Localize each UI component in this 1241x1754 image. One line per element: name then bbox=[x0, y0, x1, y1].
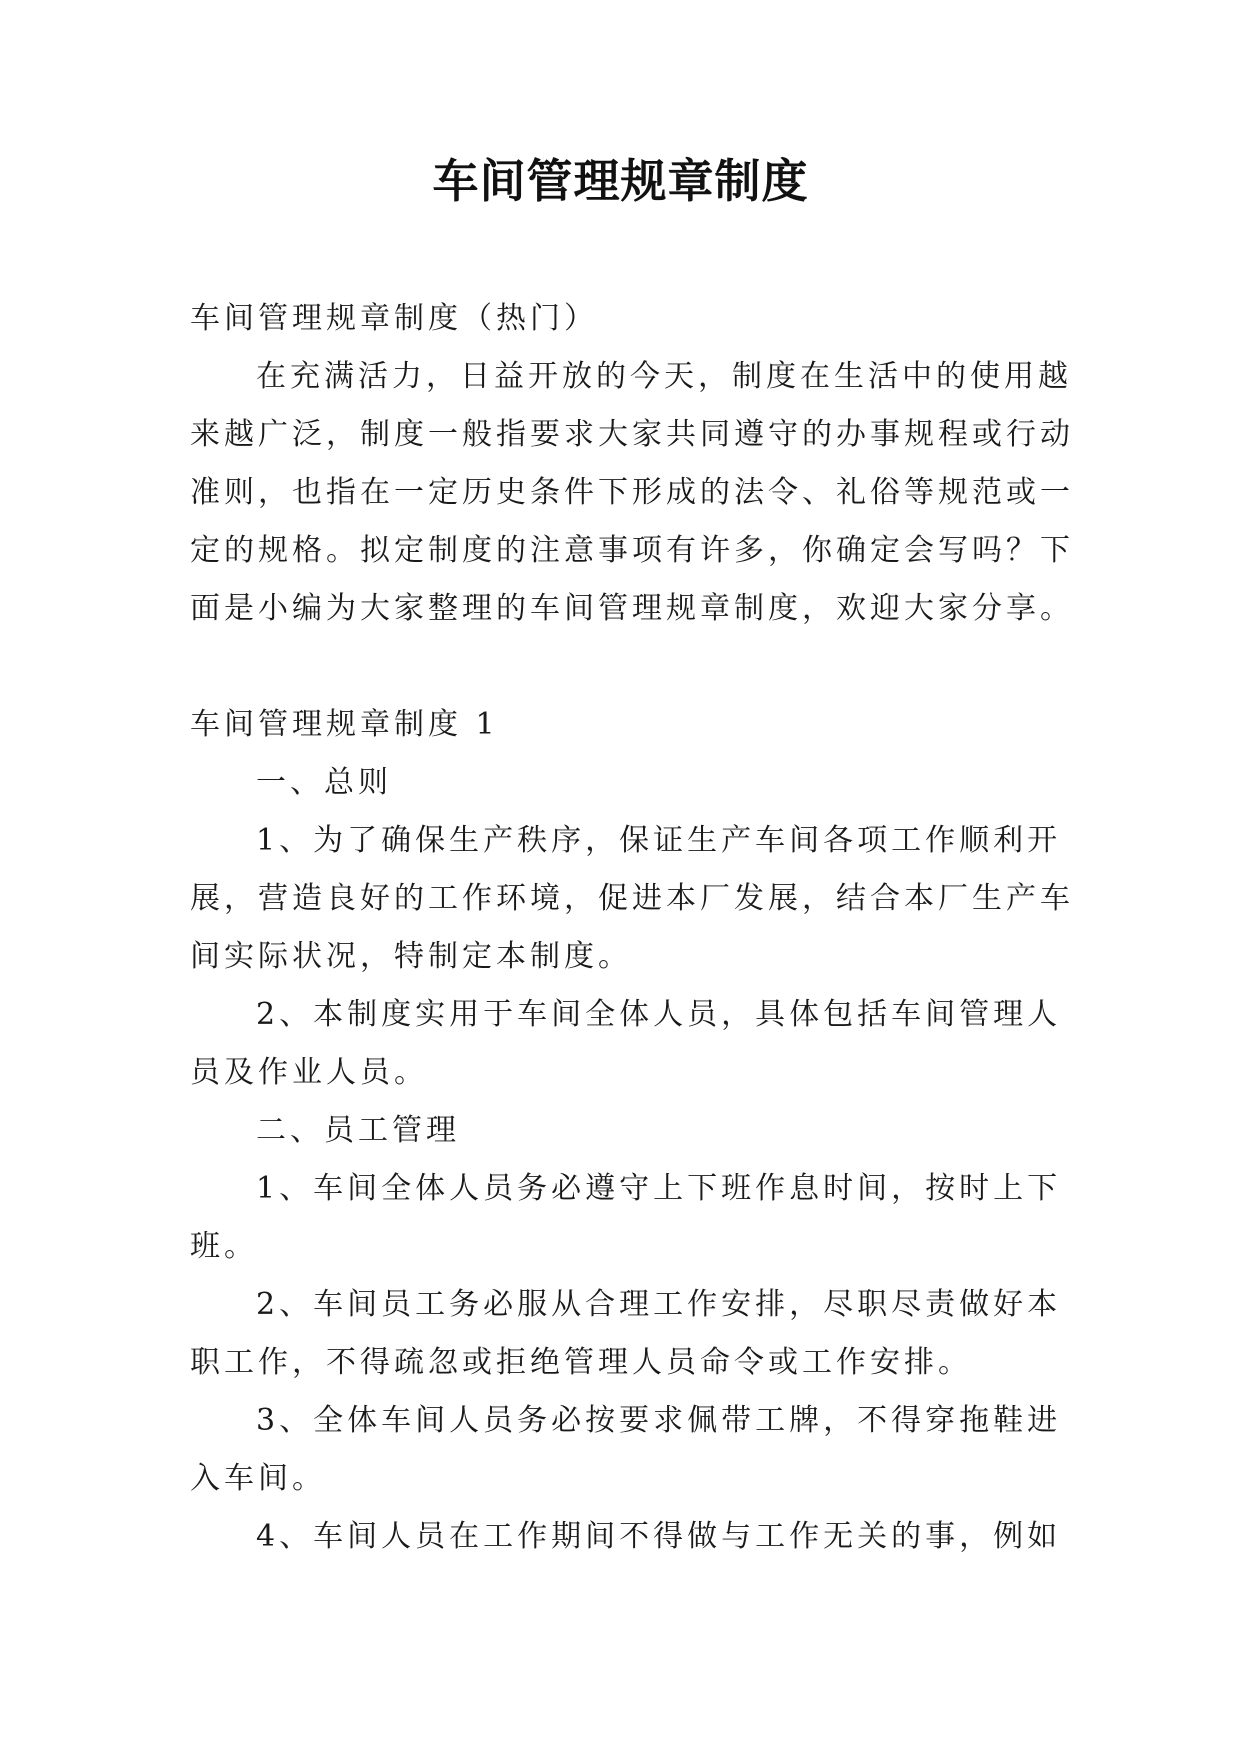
section-heading: 车间管理规章制度 1 bbox=[190, 707, 499, 742]
document-subtitle: 车间管理规章制度（热门） bbox=[190, 301, 598, 336]
paragraph-line: 1、为了确保生产秩序，保证生产车间各项工作顺利开 bbox=[256, 823, 1062, 858]
staff-item-3 bbox=[190, 1392, 1060, 1508]
document-title: 车间管理规章制度 bbox=[432, 154, 809, 208]
paragraph-line: 班。 bbox=[190, 1229, 258, 1264]
paragraph-line: 准则，也指在一定历史条件下形成的法令、礼俗等规范或一 bbox=[190, 475, 1074, 510]
part-heading-staff: 二、员工管理 bbox=[256, 1113, 460, 1148]
staff-item-2 bbox=[190, 1276, 1060, 1392]
paragraph-line: 入车间。 bbox=[190, 1461, 326, 1496]
spacer bbox=[190, 638, 1060, 696]
paragraph-line: 员及作业人员。 bbox=[190, 1055, 428, 1090]
general-item-2 bbox=[190, 986, 1060, 1102]
paragraph-line: 2、车间员工务必服从合理工作安排，尽职尽责做好本 bbox=[256, 1287, 1062, 1322]
paragraph-line: 职工作，不得疏忽或拒绝管理人员命令或工作安排。 bbox=[190, 1345, 972, 1380]
paragraph-line: 来越广泛，制度一般指要求大家共同遵守的办事规程或行动 bbox=[190, 417, 1074, 452]
paragraph-line: 面是小编为大家整理的车间管理规章制度，欢迎大家分享。 bbox=[190, 591, 1074, 626]
staff-item-4 bbox=[190, 1508, 1060, 1566]
paragraph-line: 2、本制度实用于车间全体人员，具体包括车间管理人 bbox=[256, 997, 1062, 1032]
document-body bbox=[190, 290, 1074, 1566]
paragraph-line: 3、全体车间人员务必按要求佩带工牌，不得穿拖鞋进 bbox=[256, 1403, 1062, 1438]
general-item-1 bbox=[190, 812, 1074, 986]
paragraph-line: 4、车间人员在工作期间不得做与工作无关的事，例如 bbox=[256, 1519, 1062, 1554]
paragraph-line: 定的规格。拟定制度的注意事项有许多，你确定会写吗？下 bbox=[190, 533, 1074, 568]
paragraph-line: 在充满活力，日益开放的今天，制度在生活中的使用越 bbox=[256, 359, 1072, 394]
paragraph-line: 展，营造良好的工作环境，促进本厂发展，结合本厂生产车 bbox=[190, 881, 1074, 916]
part-heading-general: 一、总则 bbox=[256, 765, 392, 800]
intro-paragraph bbox=[190, 348, 1074, 638]
paragraph-line: 1、车间全体人员务必遵守上下班作息时间，按时上下 bbox=[256, 1171, 1062, 1206]
paragraph-line: 间实际状况，特制定本制度。 bbox=[190, 939, 632, 974]
staff-item-1 bbox=[190, 1160, 1060, 1276]
